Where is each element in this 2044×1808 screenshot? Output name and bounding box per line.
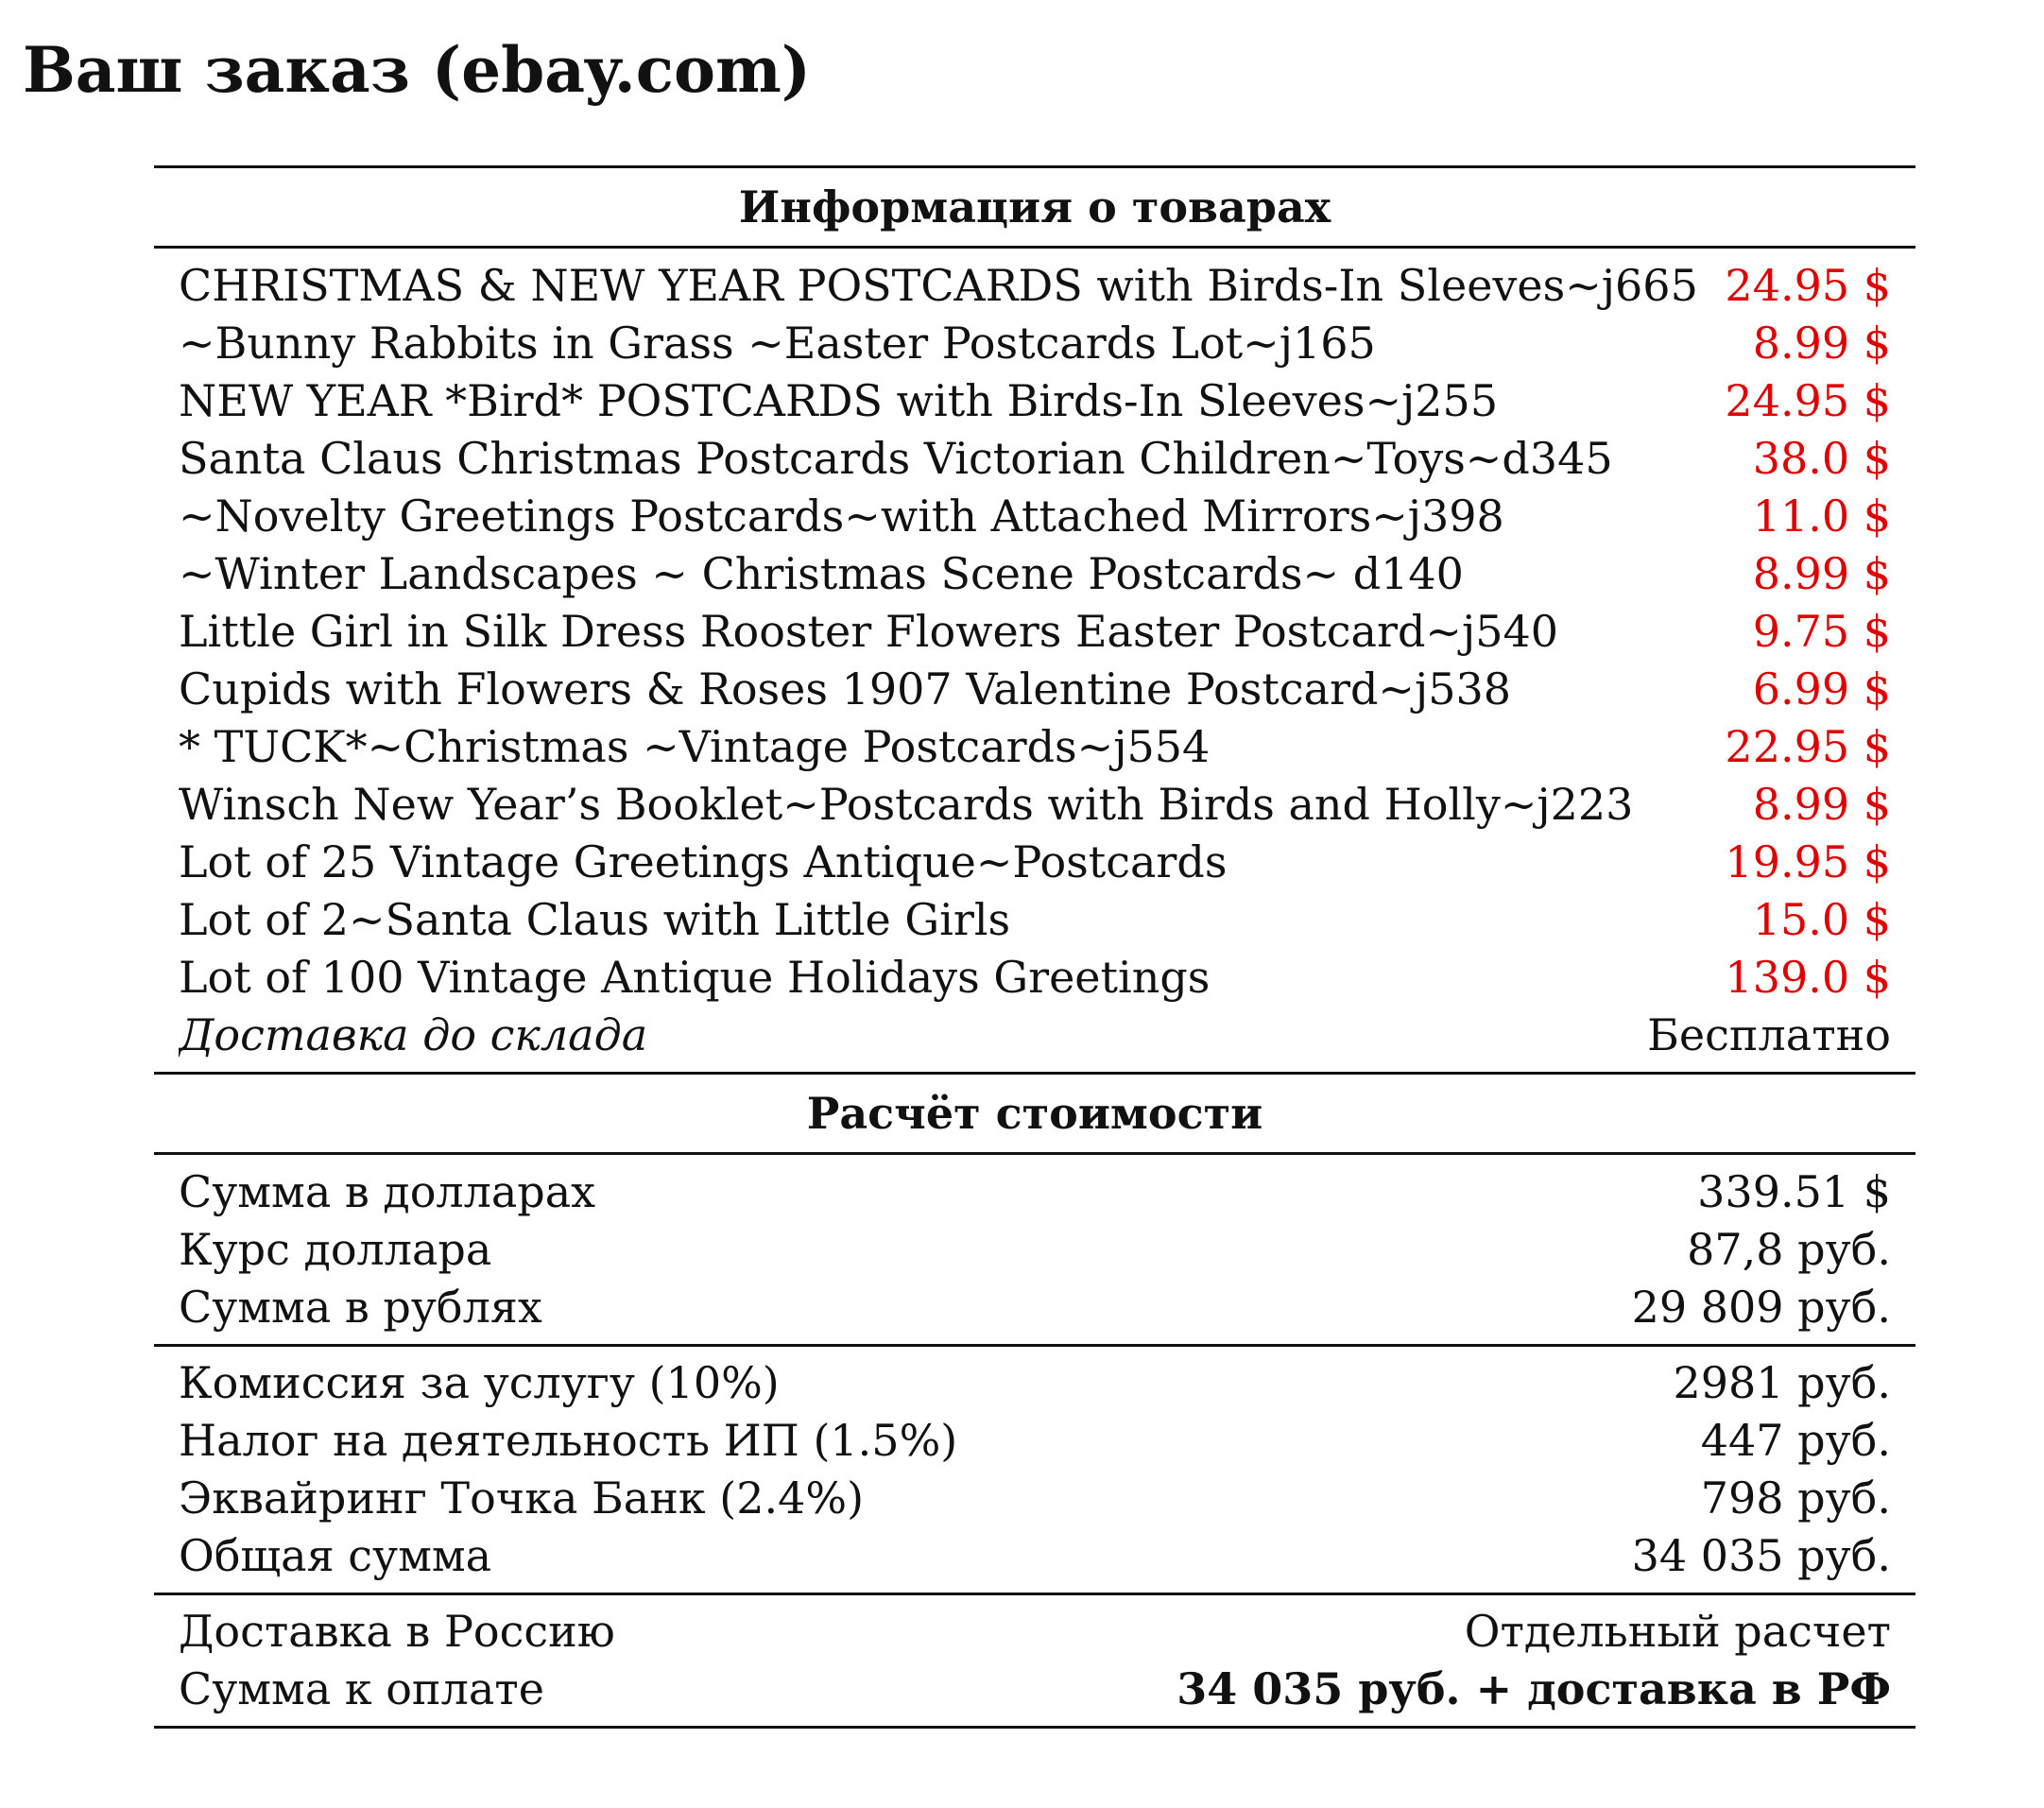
amount-due-label: Сумма к оплате [179, 1663, 544, 1714]
product-price: 11.0 $ [1752, 491, 1891, 542]
product-name: Lot of 25 Vintage Greetings Antique~Postcards [179, 836, 1228, 887]
service-fee-row [154, 1354, 1915, 1412]
product-name: NEW YEAR *Bird* POSTCARDS with Birds-In Sleeves~j255 [179, 375, 1499, 426]
product-name: ~Bunny Rabbits in Grass ~Easter Postcards Lot~j165 [179, 318, 1376, 369]
product-price: 24.95 $ [1725, 260, 1891, 311]
total-row [154, 1527, 1915, 1585]
acquiring-value: 798 руб. [1700, 1472, 1891, 1524]
product-name: ~Winter Landscapes ~ Christmas Scene Postcards~ d140 [179, 548, 1464, 599]
amount-due-row [154, 1661, 1915, 1718]
product-name: Little Girl in Silk Dress Rooster Flowers Easter Postcard~j540 [179, 606, 1559, 657]
service-fee-label: Комиссия за услугу (10%) [179, 1357, 780, 1408]
product-price: 38.0 $ [1752, 433, 1891, 484]
product-name: * TUCK*~Christmas ~Vintage Postcards~j554 [179, 721, 1211, 772]
russia-delivery-value: Отдельный расчет [1464, 1606, 1891, 1657]
product-row [154, 257, 1915, 315]
tax-value: 447 руб. [1700, 1415, 1891, 1466]
product-price: 8.99 $ [1752, 318, 1891, 369]
product-name: CHRISTMAS & NEW YEAR POSTCARDS with Birds-In Sleeves~j665 [179, 260, 1698, 311]
product-price: 15.0 $ [1752, 894, 1891, 945]
warehouse-delivery-value: Бесплатно [1647, 1009, 1891, 1060]
russia-delivery-row [154, 1603, 1915, 1661]
product-name: Lot of 100 Vintage Antique Holidays Greetings [179, 952, 1211, 1003]
product-row [154, 430, 1915, 488]
product-price: 8.99 $ [1752, 779, 1891, 830]
bottom-rule [154, 1726, 1915, 1729]
product-price: 19.95 $ [1725, 836, 1891, 887]
acquiring-row [154, 1470, 1915, 1527]
product-price: 8.99 $ [1752, 548, 1891, 599]
usd-sum-value: 339.51 $ [1697, 1166, 1891, 1217]
usd-sum-label: Сумма в долларах [179, 1166, 596, 1217]
exchange-rate-value: 87,8 руб. [1687, 1224, 1891, 1275]
product-row [154, 718, 1915, 776]
rub-sum-value: 29 809 руб. [1631, 1282, 1891, 1333]
product-price: 22.95 $ [1725, 721, 1891, 772]
product-name: ~Novelty Greetings Postcards~with Attached Mirrors~j398 [179, 491, 1504, 542]
rub-sum-row [154, 1279, 1915, 1336]
calculation-section-title: Расчёт стоимости [806, 1088, 1263, 1139]
total-label: Общая сумма [179, 1530, 492, 1581]
product-price: 6.99 $ [1752, 663, 1891, 715]
fees-block [154, 1354, 1915, 1585]
final-block [154, 1603, 1915, 1718]
products-section-title: Информация о товарах [738, 181, 1331, 232]
conversion-block [154, 1163, 1915, 1336]
product-row [154, 891, 1915, 949]
tax-label: Налог на деятельность ИП (1.5%) [179, 1415, 958, 1466]
product-row [154, 488, 1915, 545]
product-name: Winsch New Year’s Booklet~Postcards with Birds and Holly~j223 [179, 779, 1634, 830]
exchange-rate-label: Курс доллара [179, 1224, 492, 1275]
russia-delivery-label: Доставка в Россию [179, 1606, 615, 1657]
product-list [154, 257, 1915, 1064]
product-row [154, 545, 1915, 603]
total-value: 34 035 руб. [1631, 1530, 1891, 1581]
product-row [154, 315, 1915, 372]
amount-due-value: 34 035 руб. + доставка в РФ [1177, 1663, 1891, 1714]
product-row [154, 949, 1915, 1007]
order-table [154, 165, 1915, 1729]
warehouse-delivery-row [154, 1007, 1915, 1064]
product-price: 24.95 $ [1725, 375, 1891, 426]
product-price: 9.75 $ [1752, 606, 1891, 657]
exchange-rate-row [154, 1221, 1915, 1279]
product-name: Lot of 2~Santa Claus with Little Girls [179, 894, 1011, 945]
acquiring-label: Эквайринг Точка Банк (2.4%) [179, 1472, 865, 1524]
product-row [154, 603, 1915, 661]
product-row [154, 372, 1915, 430]
page-title: Ваш заказ (ebay.com) [23, 33, 812, 107]
product-row [154, 834, 1915, 891]
product-row [154, 661, 1915, 718]
service-fee-value: 2981 руб. [1673, 1357, 1891, 1408]
tax-row [154, 1412, 1915, 1470]
product-price: 139.0 $ [1725, 952, 1891, 1003]
product-name: Cupids with Flowers & Roses 1907 Valentine Postcard~j538 [179, 663, 1512, 715]
product-row [154, 776, 1915, 834]
usd-sum-row [154, 1163, 1915, 1221]
warehouse-delivery-label: Доставка до склада [179, 1009, 648, 1060]
rub-sum-label: Сумма в рублях [179, 1282, 542, 1333]
product-name: Santa Claus Christmas Postcards Victorian Children~Toys~d345 [179, 433, 1613, 484]
